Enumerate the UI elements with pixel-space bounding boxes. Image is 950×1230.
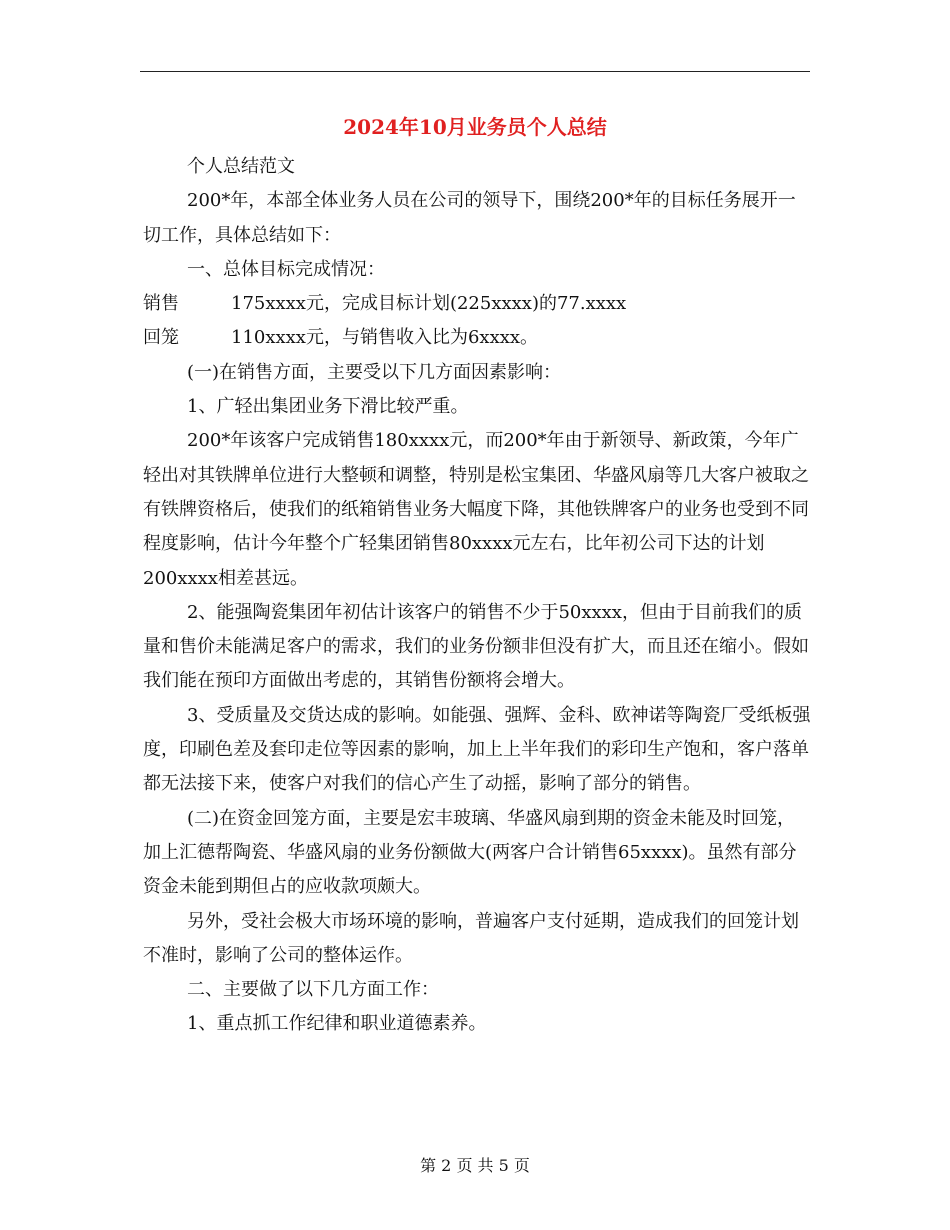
page-footer: 第 2 页 共 5 页: [420, 1156, 530, 1175]
document-title: 2024年10月业务员个人总结: [343, 115, 607, 139]
paragraph: (一)在销售方面，主要受以下几方面因素影响：: [187, 361, 562, 383]
paragraph: 二、主要做了以下几方面工作：: [187, 979, 439, 1001]
paragraph: 一、总体目标完成情况：: [187, 258, 385, 280]
row-label: 销售: [143, 293, 179, 315]
row-value: 175xxxx元，完成目标计划(225xxxx)的77.xxxx: [231, 293, 627, 315]
paragraph: 1、重点抓工作纪律和职业道德素养。: [187, 1013, 487, 1035]
paragraph: 另外，受社会极大市场环境的影响，普遍客户支付延期，造成我们的回笼计划不准时，影响了公司的整体运作。: [143, 910, 799, 966]
paragraph: 200*年，本部全体业务人员在公司的领导下，围绕200*年的目标任务展开一切工作，具体总结如下：: [143, 190, 796, 246]
row-value: 110xxxx元，与销售收入比为6xxxx。: [231, 327, 539, 349]
paragraph: 2、能强陶瓷集团年初估计该客户的销售不少于50xxxx，但由于目前我们的质量和售价未能满足客户的需求，我们的业务份额非但没有扩大，而且还在缩小。假如我们能在预印方面做出考虑的，其销售份额将会增大。: [143, 601, 809, 692]
paragraph: 个人总结范文: [187, 156, 295, 177]
summary-row-sales: [143, 287, 813, 321]
paragraph: 3、受质量及交货达成的影响。如能强、强辉、金科、欧神诺等陶瓷厂受纸板强度，印刷色差及套印走位等因素的影响，加上上半年我们的彩印生产饱和，客户落单都无法接下来，使客户对我们的信心产生了动摇，影响了部分的销售。: [143, 704, 811, 795]
summary-row-collection: [143, 321, 813, 355]
paragraph: (二)在资金回笼方面，主要是宏丰玻璃、华盛风扇到期的资金未能及时回笼，加上汇德帮陶瓷、华盛风扇的业务份额做大(两客户合计销售65xxxx)。虽然有部分资金未能到期但占的应收款项颇大。: [143, 807, 797, 898]
document-body: [143, 150, 813, 1042]
header-rule: [140, 71, 810, 72]
paragraph: 1、广轻出集团业务下滑比较严重。: [187, 396, 469, 418]
row-label: 回笼: [143, 327, 179, 349]
paragraph: 200*年该客户完成销售180xxxx元，而200*年由于新领导、新政策，今年广轻出对其铁牌单位进行大整顿和调整，特别是松宝集团、华盛风扇等几大客户被取之有铁牌资格后，使我们的纸箱销售业务大幅度下降，其他铁牌客户的业务也受到不同程度影响，估计今年整个广轻集团销售80xxxx元左右，比年初公司下达的计划200xxxx相差甚远。: [143, 430, 809, 589]
